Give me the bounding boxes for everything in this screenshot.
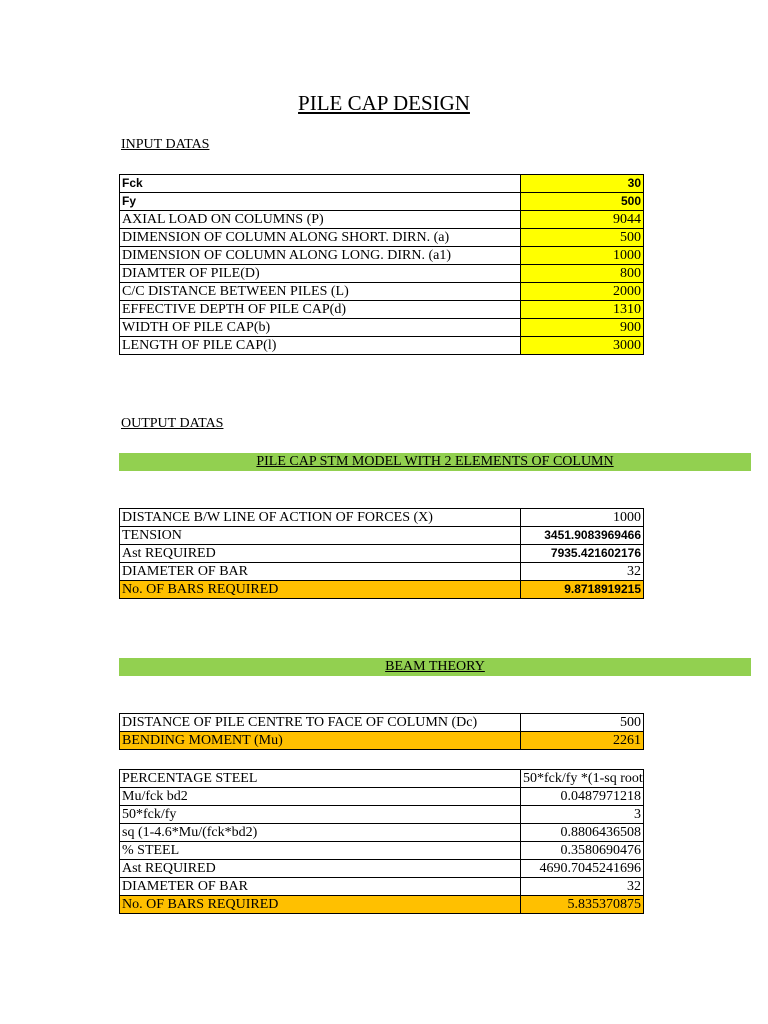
input-label-cap-length: LENGTH OF PILE CAP(l) [120, 337, 521, 355]
table-row [120, 337, 644, 355]
table-row [120, 319, 644, 337]
table-row [120, 229, 644, 247]
table-row [120, 732, 644, 750]
stm-table [119, 508, 644, 599]
table-row [120, 545, 644, 563]
table-row [120, 581, 644, 599]
table-row [120, 806, 644, 824]
input-value-axial-load[interactable]: 9044 [521, 211, 644, 229]
beam-value-mu-ratio: 0.0487971218 [521, 788, 644, 806]
input-value-effective-depth[interactable]: 1310 [521, 301, 644, 319]
table-row [120, 175, 644, 193]
input-label-column-short: DIMENSION OF COLUMN ALONG SHORT. DIRN. (a) [120, 229, 521, 247]
input-label-column-long: DIMENSION OF COLUMN ALONG LONG. DIRN. (a1) [120, 247, 521, 265]
table-row [120, 824, 644, 842]
beam-label-percentage-steel: PERCENTAGE STEEL [120, 770, 521, 788]
beam-value-sq-root: 0.8806436508 [521, 824, 644, 842]
beam-value-steel-percent: 0.3580690476 [521, 842, 644, 860]
beam-section-band [119, 658, 751, 676]
beam-value-dc: 500 [521, 714, 644, 732]
stm-label-bar-count: No. OF BARS REQUIRED [120, 581, 521, 599]
table-row [120, 788, 644, 806]
table-row [120, 896, 644, 914]
beam-label-mu-ratio: Mu/fck bd2 [120, 788, 521, 806]
input-label-fy: Fy [120, 193, 521, 211]
beam-label-bar-count: No. OF BARS REQUIRED [120, 896, 521, 914]
input-section-label: INPUT DATAS [121, 137, 210, 152]
table-row [120, 301, 644, 319]
table-row [120, 563, 644, 581]
beam-label-bar-diameter: DIAMETER OF BAR [120, 878, 521, 896]
stm-label-tension: TENSION [120, 527, 521, 545]
table-row [120, 527, 644, 545]
stm-value-distance: 1000 [521, 509, 644, 527]
input-label-pile-spacing: C/C DISTANCE BETWEEN PILES (L) [120, 283, 521, 301]
input-value-column-short[interactable]: 500 [521, 229, 644, 247]
beam-label-fck-fy: 50*fck/fy [120, 806, 521, 824]
input-label-cap-width: WIDTH OF PILE CAP(b) [120, 319, 521, 337]
beam-value-bar-count: 5.835370875 [521, 896, 644, 914]
stm-label-distance: DISTANCE B/W LINE OF ACTION OF FORCES (X) [120, 509, 521, 527]
beam-section-heading: BEAM THEORY [385, 659, 485, 674]
beam-label-dc: DISTANCE OF PILE CENTRE TO FACE OF COLUMN (Dc) [120, 714, 521, 732]
beam-value-percentage-steel: 50*fck/fy *(1-sq root [521, 770, 644, 788]
input-value-cap-width[interactable]: 900 [521, 319, 644, 337]
beam-value-ast: 4690.7045241696 [521, 860, 644, 878]
table-row [120, 283, 644, 301]
stm-label-bar-diameter: DIAMETER OF BAR [120, 563, 521, 581]
input-value-fck[interactable]: 30 [521, 175, 644, 193]
beam-label-moment: BENDING MOMENT (Mu) [120, 732, 521, 750]
input-value-cap-length[interactable]: 3000 [521, 337, 644, 355]
input-value-pile-spacing[interactable]: 2000 [521, 283, 644, 301]
table-row [120, 509, 644, 527]
table-row [120, 714, 644, 732]
stm-section-heading: PILE CAP STM MODEL WITH 2 ELEMENTS OF COLUMN [256, 454, 614, 469]
page-title: PILE CAP DESIGN [298, 91, 470, 115]
stm-value-tension: 3451.9083969466 [521, 527, 644, 545]
table-row [120, 842, 644, 860]
beam-label-steel-percent: % STEEL [120, 842, 521, 860]
stm-label-ast: Ast REQUIRED [120, 545, 521, 563]
beam-label-sq-root: sq (1-4.6*Mu/(fck*bd2) [120, 824, 521, 842]
table-row [120, 211, 644, 229]
input-value-column-long[interactable]: 1000 [521, 247, 644, 265]
stm-value-ast: 7935.421602176 [521, 545, 644, 563]
beam-value-bar-diameter: 32 [521, 878, 644, 896]
table-row [120, 265, 644, 283]
input-label-fck: Fck [120, 175, 521, 193]
input-value-fy[interactable]: 500 [521, 193, 644, 211]
table-row [120, 770, 644, 788]
table-row [120, 878, 644, 896]
beam-table-moment [119, 713, 644, 750]
input-label-effective-depth: EFFECTIVE DEPTH OF PILE CAP(d) [120, 301, 521, 319]
table-row [120, 193, 644, 211]
table-row [120, 247, 644, 265]
stm-section-band [119, 453, 751, 471]
stm-value-bar-count: 9.8718919215 [521, 581, 644, 599]
beam-value-fck-fy: 3 [521, 806, 644, 824]
output-section-label: OUTPUT DATAS [121, 416, 224, 431]
beam-value-moment: 2261 [521, 732, 644, 750]
beam-table-steel [119, 769, 644, 914]
input-label-pile-diameter: DIAMTER OF PILE(D) [120, 265, 521, 283]
beam-label-ast: Ast REQUIRED [120, 860, 521, 878]
table-row [120, 860, 644, 878]
input-table [119, 174, 644, 355]
stm-value-bar-diameter: 32 [521, 563, 644, 581]
input-label-axial-load: AXIAL LOAD ON COLUMNS (P) [120, 211, 521, 229]
input-value-pile-diameter[interactable]: 800 [521, 265, 644, 283]
